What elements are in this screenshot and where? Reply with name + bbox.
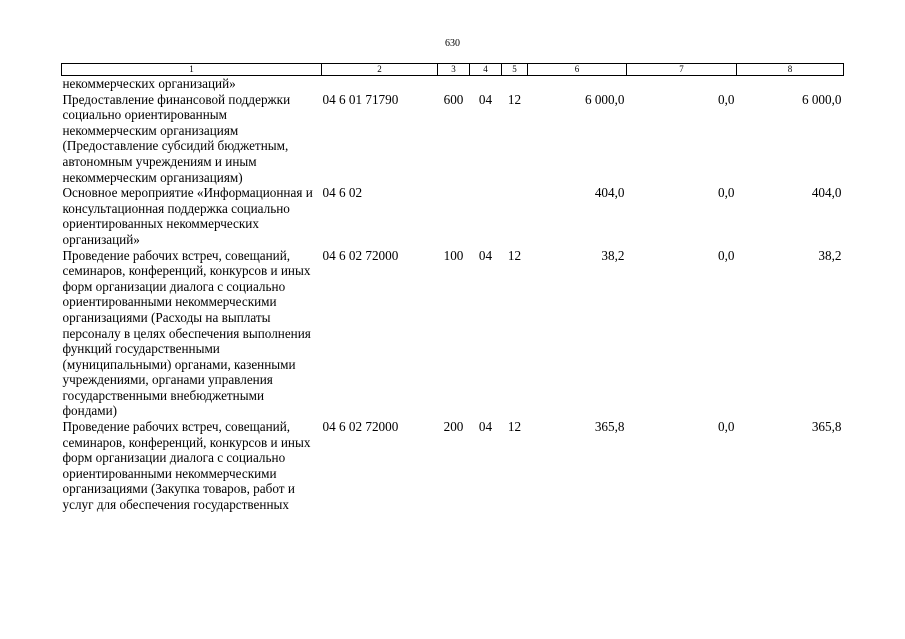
row-value-6: 38,2 (601, 247, 625, 263)
row-code: 04 6 02 72000 (322, 247, 399, 263)
row-col5: 12 (507, 419, 522, 435)
row-value-7: 0,0 (718, 247, 735, 263)
header-col-6: 6 (528, 64, 627, 76)
row-col5: 12 (507, 91, 522, 107)
row-name: некоммерческих организаций» (62, 76, 236, 91)
row-col5 (502, 185, 528, 247)
row-col3 (438, 185, 470, 247)
header-col-1: 1 (62, 64, 322, 76)
table-row (62, 92, 844, 186)
budget-table (61, 63, 844, 513)
row-value-7: 0,0 (718, 185, 735, 201)
header-col-7: 7 (627, 64, 737, 76)
row-col5 (502, 76, 528, 92)
row-name: Проведение рабочих встреч, совещаний, семинаров, конференций, конкурсов и иных форм организации диалога с социально ориентированными некоммерческими организациями (Расходы на выплаты персоналу в целях обеспечения выполнения функций государственными (муниципальными) органами, казенными учреждениями, органами управления государственными внебюджетными фондами) (62, 247, 311, 419)
header-col-3: 3 (438, 64, 470, 76)
page-number: 630 (445, 38, 460, 49)
table-row (62, 248, 844, 420)
header-col-5: 5 (502, 64, 528, 76)
header-col-4: 4 (470, 64, 502, 76)
row-col4 (470, 185, 502, 247)
row-code: 04 6 01 71790 (322, 91, 399, 107)
row-value-7: 0,0 (718, 91, 735, 107)
table-header-row (62, 64, 844, 76)
row-value-7: 0,0 (718, 419, 735, 435)
table-row (62, 185, 844, 247)
row-col5: 12 (507, 247, 522, 263)
row-col4: 04 (478, 247, 493, 263)
row-value-6 (528, 76, 627, 92)
row-col4: 04 (478, 419, 493, 435)
row-value-8: 38,2 (818, 247, 842, 263)
row-value-8 (737, 76, 844, 92)
table-row (62, 419, 844, 513)
header-col-8: 8 (737, 64, 844, 76)
row-name: Основное мероприятие «Информационная и консультационная поддержка социально ориентированных некоммерческих организаций» (62, 185, 313, 247)
row-name: Предоставление финансовой поддержки социально ориентированным некоммерческим организациям (Предоставление субсидий бюджетным, автономным учреждениям и иным некоммерческим организациям) (62, 91, 291, 185)
row-value-8: 6 000,0 (801, 91, 842, 107)
row-code: 04 6 02 72000 (322, 419, 399, 435)
row-value-7 (627, 76, 737, 92)
row-col4: 04 (478, 91, 493, 107)
row-name: Проведение рабочих встреч, совещаний, семинаров, конференций, конкурсов и иных форм организации диалога с социально ориентированными некоммерческими организациями (Закупка товаров, работ и услуг для обеспечения государственных (62, 419, 311, 513)
row-code: 04 6 02 (322, 185, 363, 201)
row-value-8: 365,8 (811, 419, 842, 435)
row-col3: 200 (443, 419, 464, 435)
row-code (322, 76, 438, 92)
header-col-2: 2 (322, 64, 438, 76)
row-col3: 600 (443, 91, 464, 107)
table-row (62, 76, 844, 92)
row-value-8: 404,0 (811, 185, 842, 201)
row-value-6: 6 000,0 (584, 91, 625, 107)
row-col3: 100 (443, 247, 464, 263)
row-col3 (438, 76, 470, 92)
row-value-6: 404,0 (594, 185, 625, 201)
row-value-6: 365,8 (594, 419, 625, 435)
row-col4 (470, 76, 502, 92)
